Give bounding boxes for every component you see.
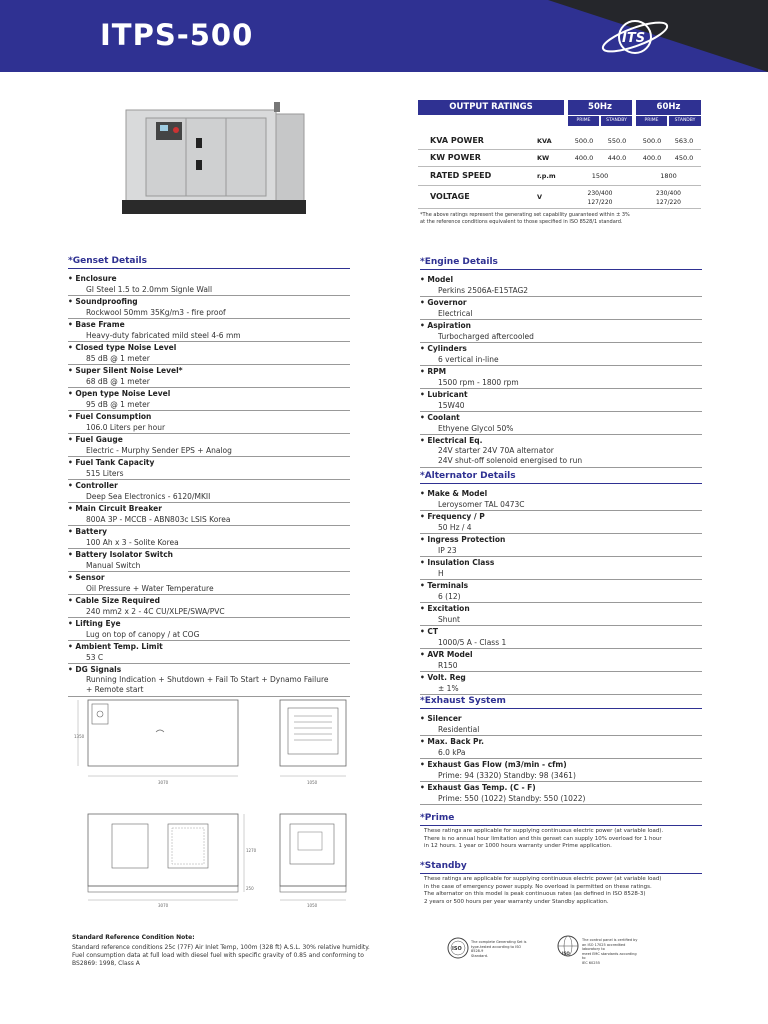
- spec-value: Prime: 550 (1022) Standby: 550 (1022): [420, 793, 702, 805]
- svg-text:ITS: ITS: [622, 31, 646, 46]
- text-line: Standard reference conditions 25c (77F) Air Inlet Temp, 100m (328 ft) A.S.L. 30% relative humidity.: [72, 944, 370, 951]
- section-divider: [420, 825, 702, 826]
- row-unit: r.p.m: [537, 172, 556, 180]
- text-line: The complete Generating Set is: [471, 940, 527, 944]
- spec-key: • Soundproofing: [68, 297, 138, 306]
- spec-value: 85 dB @ 1 meter: [68, 353, 350, 365]
- row-unit: KW: [537, 154, 550, 162]
- engine-details-title: *Engine Details: [420, 257, 498, 267]
- spec-value: Perkins 2506A-E15TAG2: [420, 285, 702, 297]
- text-line: type-tested according to ISO 8528-9: [471, 944, 522, 953]
- spec-value: GI Steel 1.5 to 2.0mm Signle Wall: [68, 284, 350, 296]
- spec-key: • Silencer: [420, 714, 462, 723]
- value-cell: 440.0: [607, 154, 627, 162]
- spec-key: • Insulation Class: [420, 558, 495, 567]
- spec-value: IP 23: [420, 545, 702, 557]
- dim-width: 1050: [307, 780, 318, 785]
- row-label: KW POWER: [430, 153, 481, 162]
- text-line: The control panel is certified by: [582, 938, 638, 942]
- spec-key: • Battery Isolator Switch: [68, 550, 173, 559]
- spec-value: 515 Liters: [68, 468, 350, 480]
- spec-key: • Battery: [68, 527, 108, 536]
- sub-prime-50: PRIME: [568, 116, 599, 126]
- row-voltage: [418, 186, 701, 209]
- spec-value-line: 24V shut-off solenoid energised to run: [438, 456, 583, 465]
- text-line: The alternator on this model is peak continuous rates (as defined in ISO 8528-3): [424, 891, 646, 897]
- spec-value: H: [420, 568, 702, 580]
- text-line: Standard.: [471, 953, 489, 958]
- value-cell: 563.0: [674, 137, 694, 145]
- spec-value: 6 vertical in-line: [420, 354, 702, 366]
- value-cell: 230/400: [656, 190, 681, 197]
- spec-key: • RPM: [420, 367, 447, 376]
- row-unit: KVA: [537, 137, 552, 145]
- spec-key: • AVR Model: [420, 650, 473, 659]
- spec-key: • Lubricant: [420, 390, 468, 399]
- spec-key: • Exhaust Gas Temp. (C - F): [420, 783, 536, 792]
- value-cell: 230/400: [587, 190, 613, 197]
- spec-key: • Frequency / P: [420, 512, 485, 521]
- iso-certification-text: [471, 940, 529, 958]
- page-title: ITPS-500: [100, 18, 254, 52]
- spec-key: • Ingress Protection: [420, 535, 506, 544]
- spec-key: • Governor: [420, 298, 467, 307]
- spec-value-line: Running Indication + Shutdown + Fail To Start + Dynamo Failure: [86, 675, 329, 684]
- text-line: in the case of emergency power supply. No overload is permitted on these ratings.: [424, 883, 652, 890]
- section-divider: [420, 873, 702, 874]
- spec-key: • Max. Back Pr.: [420, 737, 485, 746]
- row-unit: V: [537, 193, 543, 201]
- section-divider: [420, 708, 702, 709]
- dim-length: 3070: [158, 903, 169, 908]
- dim-height: 250: [246, 886, 254, 891]
- note-title: Standard Reference Condition Note:: [72, 934, 195, 941]
- spec-value: 6 (12): [420, 591, 702, 603]
- top-view-drawing: [72, 692, 252, 792]
- exhaust-system-list: [420, 713, 702, 805]
- spec-key: • Make & Model: [420, 489, 488, 498]
- sub-standby-60: STANDBY: [669, 116, 701, 126]
- standby-description: [424, 876, 704, 906]
- spec-value: Shunt: [420, 614, 702, 626]
- spec-key: • Aspiration: [420, 321, 472, 330]
- spec-value: ± 1%: [420, 683, 702, 695]
- dim-height: 1270: [246, 848, 257, 853]
- spec-key: • Coolant: [420, 413, 460, 422]
- dim-length: 3070: [158, 780, 169, 785]
- value-cell: 400.0: [574, 154, 594, 162]
- output-ratings-table: [418, 100, 701, 209]
- row-kw-power: [418, 150, 701, 167]
- rear-view-drawing: [276, 808, 350, 908]
- spec-key: • Sensor: [68, 573, 105, 582]
- row-label: VOLTAGE: [430, 192, 470, 201]
- front-view-drawing: [72, 808, 262, 908]
- dim-width: 1050: [307, 903, 318, 908]
- spec-value: Prime: 94 (3320) Standby: 98 (3461): [420, 770, 702, 782]
- spec-key: • Terminals: [420, 581, 469, 590]
- spec-value: Ethyene Glycol 50%: [420, 423, 702, 435]
- itps-logo-icon: [598, 14, 672, 60]
- spec-value: 100 Ah x 3 - Solite Korea: [68, 537, 350, 549]
- genset-details-list: [68, 273, 350, 697]
- standby-title: *Standby: [420, 861, 467, 871]
- spec-key: • Fuel Tank Capacity: [68, 458, 155, 467]
- spec-key: • Fuel Gauge: [68, 435, 123, 444]
- spec-value: Rockwool 50mm 35Kg/m3 - fire proof: [68, 307, 350, 319]
- spec-value: Residential: [420, 724, 702, 736]
- value-cell: 1800: [660, 172, 677, 180]
- spec-key: • Closed type Noise Level: [68, 343, 177, 352]
- prime-title: *Prime: [420, 813, 455, 823]
- spec-key: • Enclosure: [68, 274, 117, 283]
- ratings-footnote: [420, 212, 710, 226]
- spec-value: 6.0 kPa: [420, 747, 702, 759]
- spec-key: • Main Circuit Breaker: [68, 504, 162, 513]
- spec-key: • CT: [420, 627, 439, 636]
- value-cell: 500.0: [642, 137, 662, 145]
- exhaust-system-title: *Exhaust System: [420, 696, 506, 706]
- spec-value: 106.0 Liters per hour: [68, 422, 350, 434]
- value-cell: 1500: [591, 172, 609, 180]
- spec-value: 800A 3P - MCCB - ABN803c LSIS Korea: [68, 514, 350, 526]
- spec-key: • Volt. Reg: [420, 673, 466, 682]
- spec-value: 1000/5 A - Class 1: [420, 637, 702, 649]
- value-cell: 500.0: [574, 137, 594, 145]
- text-line: IEC 60255: [582, 960, 600, 965]
- row-kva-power: [418, 133, 701, 150]
- spec-key: • Ambient Temp. Limit: [68, 642, 163, 651]
- spec-value: 1500 rpm - 1800 rpm: [420, 377, 702, 389]
- dim-height: 1350: [74, 734, 85, 739]
- spec-value: 50 Hz / 4: [420, 522, 702, 534]
- prime-description: [424, 828, 704, 851]
- text-line: Fuel consumption data at full load with diesel fuel with specific gravity of 0.85 and conforming to: [72, 952, 364, 959]
- genset-details-title: *Genset Details: [68, 256, 147, 266]
- iso-seal-icon: [447, 937, 469, 959]
- value-cell: 127/220: [587, 199, 613, 206]
- spec-key: • Open type Noise Level: [68, 389, 171, 398]
- spec-key: • Cable Size Required: [68, 596, 160, 605]
- text-line: in 12 hours. 1 year or 1000 hours warranty under Prime application.: [424, 843, 612, 849]
- spec-value: Turbocharged aftercooled: [420, 331, 702, 343]
- text-line: 2 years or 500 hours per year warranty under Standby application.: [424, 898, 609, 905]
- header-banner: [0, 0, 768, 72]
- generator-photo: [118, 100, 318, 218]
- control-panel-certification-text: [582, 938, 640, 965]
- ratings-title: OUTPUT RATINGS: [418, 100, 564, 115]
- spec-value: Deep Sea Electronics - 6120/MKII: [68, 491, 350, 503]
- text-line: These ratings are applicable for supplying continuous electric power (at variable load).: [424, 828, 664, 834]
- row-label: RATED SPEED: [430, 171, 492, 180]
- text-line: There is no annual hour limitation and this genset can supply 10% overload for 1 hour: [424, 835, 662, 842]
- value-cell: 400.0: [642, 154, 662, 162]
- section-divider: [420, 483, 702, 484]
- spec-key: • Base Frame: [68, 320, 125, 329]
- section-divider: [420, 269, 702, 270]
- spec-value: Oil Pressure + Water Temperature: [68, 583, 350, 595]
- seal-text: ISO: [562, 951, 570, 956]
- iso-globe-icon: [557, 935, 579, 957]
- footnote-line: at the reference conditions equivalent to those specified in ISO 8528/1 standard.: [420, 219, 623, 225]
- spec-key: • DG Signals: [68, 665, 122, 674]
- spec-value: 240 mm2 x 2 - 4C CU/XLPE/SWA/PVC: [68, 606, 350, 618]
- row-label: KVA POWER: [430, 136, 484, 145]
- spec-key: • Electrical Eq.: [420, 436, 483, 445]
- sub-prime-60: PRIME: [636, 116, 667, 126]
- spec-key: • Excitation: [420, 604, 470, 613]
- spec-key: • Cylinders: [420, 344, 467, 353]
- spec-value: Electrical: [420, 308, 702, 320]
- freq-50hz: 50Hz: [568, 100, 632, 115]
- spec-key: • Controller: [68, 481, 118, 490]
- spec-key: • Lifting Eye: [68, 619, 121, 628]
- spec-value-line: 24V starter 24V 70A alternator: [438, 446, 554, 455]
- seal-text: ISO: [452, 946, 462, 952]
- engine-details-list: [420, 274, 702, 468]
- spec-value: R150: [420, 660, 702, 672]
- spec-value: Heavy-duty fabricated mild steel 4-6 mm: [68, 330, 350, 342]
- sub-standby-50: STANDBY: [601, 116, 632, 126]
- section-divider: [68, 268, 350, 269]
- spec-value: 68 dB @ 1 meter: [68, 376, 350, 388]
- text-line: meet EMC standards according to: [582, 951, 637, 960]
- value-cell: 450.0: [674, 154, 694, 162]
- spec-key: • Model: [420, 275, 454, 284]
- side-view-drawing: [276, 692, 350, 792]
- spec-key: • Fuel Consumption: [68, 412, 152, 421]
- text-line: BS2869: 1998, Class A: [72, 960, 140, 967]
- spec-value: 53 C: [68, 652, 350, 664]
- freq-60hz: 60Hz: [636, 100, 701, 115]
- alternator-details-list: [420, 488, 702, 695]
- text-line: an ISO 17025 accredited laboratory to: [582, 942, 626, 951]
- row-rated-speed: [418, 167, 701, 186]
- spec-value: Leroysomer TAL 0473C: [420, 499, 702, 511]
- spec-key: • Super Silent Noise Level*: [68, 366, 183, 375]
- spec-value: 15W40: [420, 400, 702, 412]
- spec-value: 95 dB @ 1 meter: [68, 399, 350, 411]
- spec-value: Electric - Murphy Sender EPS + Analog: [68, 445, 350, 457]
- note-body: [72, 944, 392, 968]
- text-line: These ratings are applicable for supplying continuous electric power (at variable load): [424, 876, 662, 882]
- spec-value: [420, 446, 702, 468]
- spec-key: • Exhaust Gas Flow (m3/min - cfm): [420, 760, 567, 769]
- spec-value: Lug on top of canopy / at COG: [68, 629, 350, 641]
- spec-value-line: + Remote start: [86, 685, 144, 694]
- value-cell: 127/220: [656, 199, 681, 206]
- spec-value: Manual Switch: [68, 560, 350, 572]
- footnote-line: *The above ratings represent the generating set capability guaranteed within ± 3%: [420, 212, 630, 218]
- value-cell: 550.0: [607, 137, 627, 145]
- alternator-details-title: *Alternator Details: [420, 471, 516, 481]
